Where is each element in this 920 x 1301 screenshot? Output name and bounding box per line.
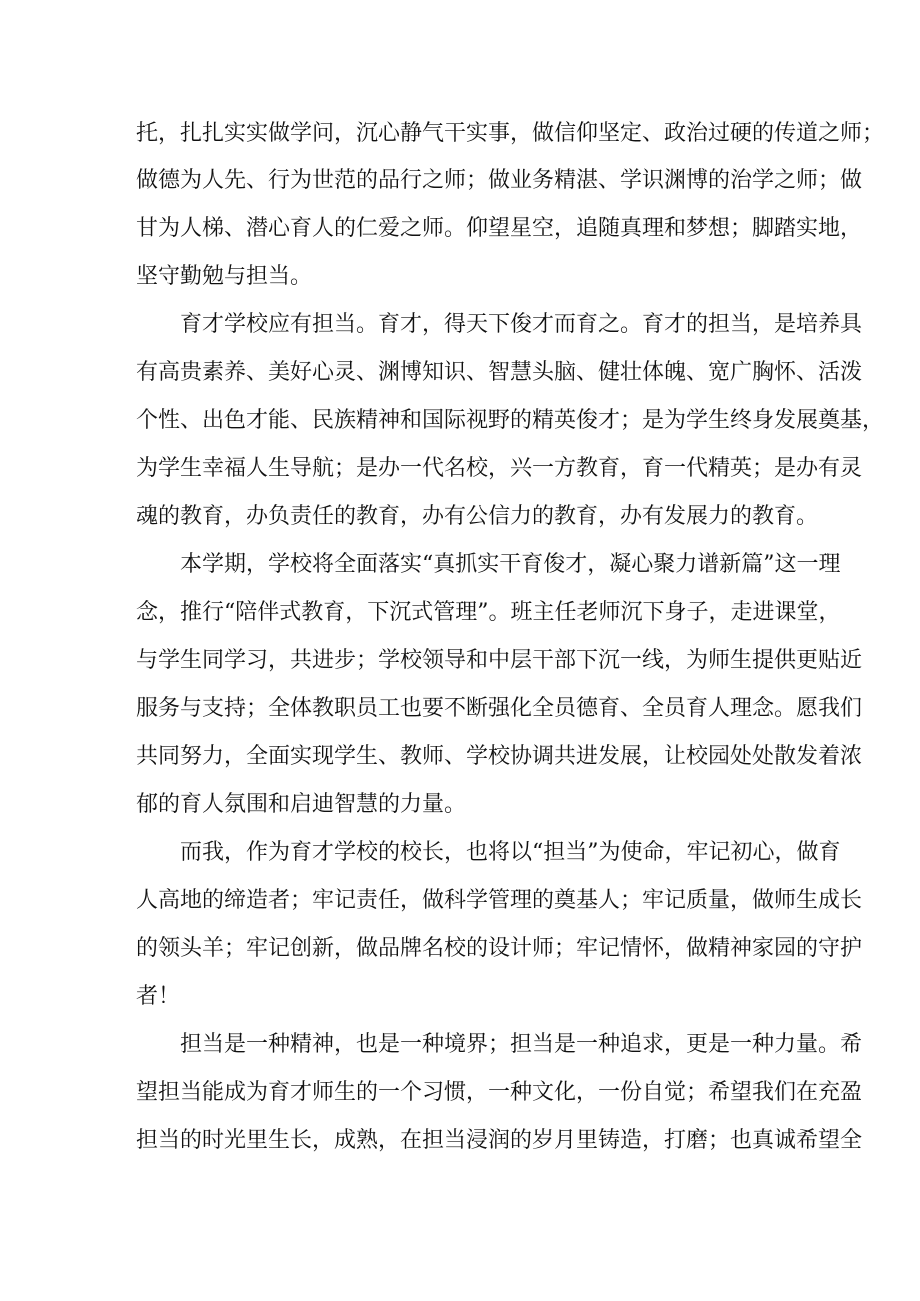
paragraph-4-line-1: 而我，作为育才学校的校长，也将以“担当”为使命，牢记初心，做育 [180, 840, 841, 865]
paragraph-3-line-4: 服务与支持；全体教职员工也要不断强化全员德育、全员育人理念。愿我们 [136, 696, 863, 721]
paragraph-1-line-2: 做德为人先、行为世范的品行之师；做业务精湛、学识渊博的治学之师；做 [136, 168, 863, 193]
paragraph-3-line-3: 与学生同学习，共进步；学校领导和中层干部下沉一线，为师生提供更贴近 [136, 648, 863, 673]
paragraph-5-line-1: 担当是一种精神，也是一种境界；担当是一种追求，更是一种力量。希 [180, 1032, 863, 1057]
paragraph-1-line-1: 托，扎扎实实做学问，沉心静气干实事，做信仰坚定、政治过硬的传道之师； [136, 121, 885, 146]
paragraph-3-line-6: 郁的育人氛围和启迪智慧的力量。 [136, 792, 467, 817]
paragraph-1-line-3: 甘为人梯、潜心育人的仁爱之师。仰望星空，追随真理和梦想；脚踏实地， [136, 216, 863, 241]
paragraph-4-line-3: 的领头羊；牢记创新，做品牌名校的设计师；牢记情怀，做精神家园的守护 [136, 936, 863, 961]
paragraph-3-line-5: 共同努力，全面实现学生、教师、学校协调共进发展，让校园处处散发着浓 [136, 744, 863, 769]
paragraph-3-line-2: 念，推行“陪伴式教育，下沉式管理”。班主任老师沉下身子，走进课堂， [136, 600, 841, 625]
paragraph-2-line-5: 魂的教育，办负责任的教育，办有公信力的教育，办有发展力的教育。 [136, 504, 819, 529]
paragraph-5-line-3: 担当的时光里生长，成熟，在担当浸润的岁月里铸造，打磨；也真诚希望全 [136, 1128, 863, 1153]
paragraph-4-line-4: 者！ [136, 984, 181, 1009]
paragraph-5-line-2: 望担当能成为育才师生的一个习惯，一种文化，一份自觉；希望我们在充盈 [136, 1080, 863, 1105]
paragraph-4-line-2: 人高地的缔造者；牢记责任，做科学管理的奠基人；牢记质量，做师生成长 [136, 888, 863, 913]
paragraph-2-line-4: 为学生幸福人生导航；是办一代名校，兴一方教育，育一代精英；是办有灵 [136, 456, 863, 481]
paragraph-3-line-1: 本学期，学校将全面落实“真抓实干育俊才，凝心聚力谱新篇”这一理 [180, 552, 841, 577]
paragraph-1-line-4: 坚守勤勉与担当。 [136, 264, 313, 289]
paragraph-2-line-2: 有高贵素养、美好心灵、渊博知识、智慧头脑、健壮体魄、宽广胸怀、活泼 [136, 360, 863, 385]
paragraph-2-line-3: 个性、出色才能、民族精神和国际视野的精英俊才；是为学生终身发展奠基， [136, 408, 885, 433]
paragraph-2-line-1: 育才学校应有担当。育才，得天下俊才而育之。育才的担当，是培养具 [180, 312, 863, 337]
